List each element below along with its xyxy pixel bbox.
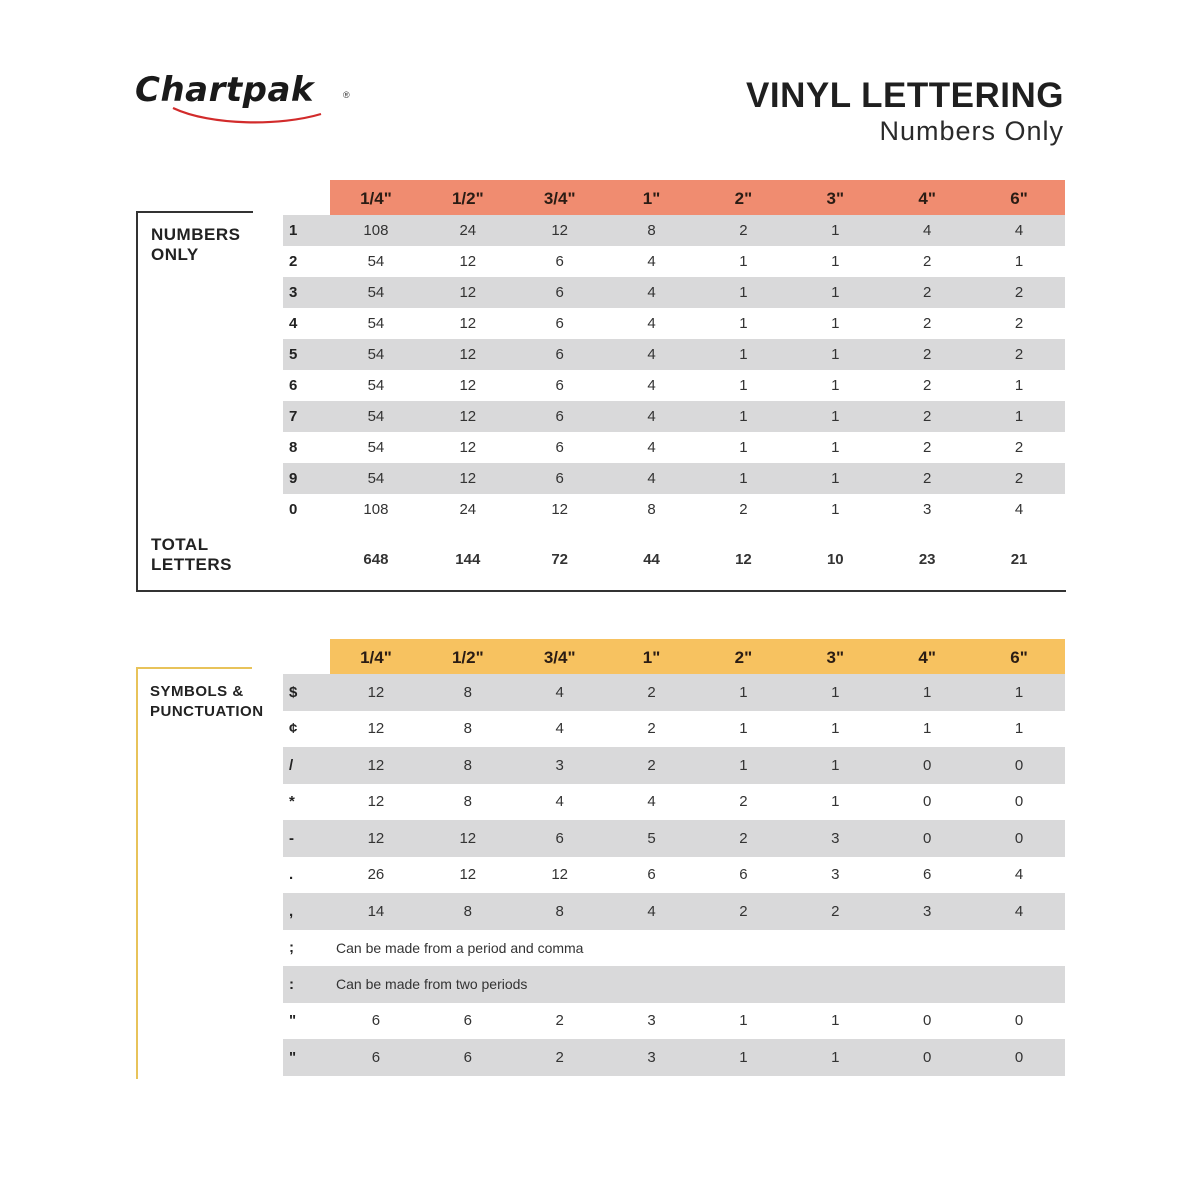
symbols-cell: 1 (1014, 720, 1024, 738)
numbers-cell: 1 (739, 470, 748, 487)
numbers-cell: 12 (551, 222, 569, 239)
symbols-cell: 1 (831, 756, 840, 774)
numbers-cell: 1 (739, 284, 748, 301)
symbols-cell: 12 (367, 683, 385, 701)
numbers-cell: 6 (555, 377, 564, 394)
symbols-cell: 3 (831, 829, 840, 847)
totals-cell: 10 (826, 551, 844, 568)
numbers-cell: 2 (1014, 470, 1024, 487)
numbers-cell: 2 (923, 346, 932, 363)
page-title: VINYL LETTERING (746, 76, 1064, 115)
numbers-cell: 1 (739, 346, 748, 363)
numbers-row (283, 246, 1065, 277)
symbols-size-7: 6" (1010, 648, 1028, 667)
numbers-cell: 24 (459, 222, 477, 239)
numbers-cell: 12 (459, 408, 477, 425)
numbers-cell: 2 (739, 501, 748, 518)
symbols-cell: 0 (1014, 1048, 1024, 1066)
numbers-cell: 12 (459, 284, 477, 301)
numbers-cell: 4 (647, 377, 656, 394)
symbols-row (283, 711, 1065, 748)
symbols-size-0: 1/4" (360, 648, 392, 667)
numbers-row (283, 339, 1065, 370)
symbols-cell: 12 (367, 756, 385, 774)
numbers-cell: 4 (923, 222, 932, 239)
numbers-cell: 6 (555, 284, 564, 301)
symbols-label-line2: PUNCTUATION (150, 703, 264, 720)
numbers-cell: 24 (459, 501, 477, 518)
numbers-cell: 12 (459, 346, 477, 363)
numbers-cell: 4 (647, 346, 656, 363)
numbers-cell: 1 (831, 253, 840, 270)
numbers-cell: 4 (647, 439, 656, 456)
numbers-cell: 2 (739, 222, 748, 239)
symbols-size-3: 1" (642, 648, 661, 667)
symbols-row (283, 1003, 1065, 1040)
numbers-cell: 1 (739, 408, 748, 425)
symbols-cell: 1 (831, 1012, 840, 1030)
symbols-row (283, 930, 1065, 967)
symbols-label-line1: SYMBOLS & (150, 683, 244, 700)
numbers-size-1: 1/2" (451, 189, 484, 208)
symbols-frame-left (136, 667, 138, 1079)
symbols-cell: 8 (463, 720, 472, 738)
symbols-cell: 2 (555, 1012, 564, 1030)
symbols-row-note: Can be made from a period and comma (336, 939, 584, 956)
symbols-cell: 3 (647, 1012, 656, 1030)
numbers-cell: 2 (923, 408, 932, 425)
symbols-cell: 2 (739, 829, 748, 847)
numbers-cell: 1 (739, 377, 748, 394)
numbers-cell: 54 (367, 470, 385, 487)
symbols-cell: 6 (463, 1012, 472, 1030)
symbols-row-label: : (289, 975, 294, 993)
numbers-frame-top (136, 211, 253, 213)
symbols-cell: 8 (463, 902, 472, 920)
symbols-row (283, 966, 1065, 1003)
numbers-frame-bottom (136, 590, 1066, 592)
numbers-cell: 54 (367, 315, 385, 332)
numbers-cell: 8 (647, 501, 656, 518)
numbers-label-line2: ONLY (151, 245, 199, 264)
numbers-cell: 8 (647, 222, 656, 239)
numbers-cell: 12 (459, 315, 477, 332)
symbols-cell: 6 (555, 829, 564, 847)
numbers-cell: 3 (923, 501, 932, 518)
symbols-cell: 1 (739, 1048, 748, 1066)
numbers-row (283, 370, 1065, 401)
symbols-row-label: $ (289, 683, 298, 701)
numbers-cell: 6 (555, 470, 564, 487)
numbers-row (283, 432, 1065, 463)
numbers-cell: 1 (831, 408, 840, 425)
symbols-cell: 6 (647, 866, 656, 884)
numbers-cell: 4 (647, 315, 656, 332)
symbols-row-label: " (289, 1048, 297, 1066)
numbers-size-header (330, 180, 1065, 215)
numbers-cell: 1 (1014, 377, 1024, 394)
numbers-row (283, 494, 1065, 525)
numbers-row (283, 308, 1065, 339)
numbers-cell: 4 (647, 408, 656, 425)
chartpak-logo (135, 68, 365, 128)
symbols-cell: 4 (647, 902, 656, 920)
symbols-row (283, 674, 1065, 711)
symbols-cell: 8 (463, 793, 472, 811)
numbers-cell: 1 (1014, 253, 1024, 270)
symbols-cell: 4 (1014, 866, 1024, 884)
symbols-cell: 3 (923, 902, 932, 920)
symbols-cell: 1 (1014, 683, 1024, 701)
symbols-cell: 0 (923, 829, 932, 847)
numbers-cell: 4 (647, 470, 656, 487)
symbols-row (283, 820, 1065, 857)
numbers-row-label: 3 (289, 284, 298, 301)
totals-cell: 72 (551, 551, 569, 568)
symbols-section-label (150, 682, 264, 722)
numbers-cell: 1 (739, 315, 748, 332)
numbers-cell: 108 (363, 501, 389, 518)
numbers-cell: 6 (555, 408, 564, 425)
totals-row (283, 551, 1065, 568)
numbers-cell: 1 (831, 222, 840, 239)
numbers-cell: 2 (923, 439, 932, 456)
symbols-cell: 4 (647, 793, 656, 811)
numbers-row-label: 0 (289, 501, 298, 518)
symbols-row-label: . (289, 866, 294, 884)
symbols-cell: 8 (463, 756, 472, 774)
symbols-row-note: Can be made from two periods (336, 976, 528, 993)
symbols-cell: 12 (459, 866, 477, 884)
numbers-cell: 4 (647, 253, 656, 270)
totals-cell: 21 (1010, 551, 1028, 568)
numbers-cell: 6 (555, 315, 564, 332)
numbers-row-label: 5 (289, 346, 298, 363)
symbols-row-label: , (289, 902, 294, 920)
symbols-frame-top (136, 667, 252, 669)
numbers-cell: 1 (831, 470, 840, 487)
symbols-cell: 6 (371, 1012, 381, 1030)
totals-label-line1: TOTAL (151, 535, 209, 554)
symbols-cell: 0 (1014, 1012, 1024, 1030)
numbers-cell: 1 (831, 284, 840, 301)
symbols-cell: 1 (831, 1048, 840, 1066)
symbols-cell: 1 (923, 720, 932, 738)
symbols-row (283, 784, 1065, 821)
numbers-cell: 1 (831, 346, 840, 363)
numbers-cell: 1 (831, 439, 840, 456)
symbols-cell: 0 (1014, 793, 1024, 811)
symbols-cell: 1 (831, 793, 840, 811)
numbers-row-label: 6 (289, 377, 298, 394)
numbers-cell: 2 (1014, 346, 1024, 363)
symbols-cell: 0 (923, 1048, 932, 1066)
symbols-cell: 6 (739, 866, 748, 884)
numbers-cell: 2 (1014, 284, 1024, 301)
numbers-cell: 1 (1014, 408, 1024, 425)
numbers-cell: 2 (923, 315, 932, 332)
totals-spacer (283, 551, 330, 568)
symbols-cell: 12 (367, 720, 385, 738)
numbers-row-label: 9 (289, 470, 298, 487)
numbers-cell: 6 (555, 346, 564, 363)
totals-cell: 23 (918, 551, 936, 568)
symbols-cell: 1 (831, 720, 840, 738)
numbers-section-label (151, 225, 240, 265)
numbers-cell: 2 (923, 377, 932, 394)
symbols-size-4: 2" (734, 648, 753, 667)
totals-cell: 12 (735, 551, 752, 568)
numbers-cell: 12 (459, 439, 477, 456)
symbols-cell: 2 (555, 1048, 564, 1066)
numbers-size-7: 6" (1010, 189, 1028, 208)
numbers-cell: 54 (367, 377, 385, 394)
symbols-cell: 1 (739, 683, 748, 701)
symbols-cell: 26 (367, 866, 385, 884)
symbols-cell: 1 (739, 1012, 748, 1030)
symbols-cell: 8 (555, 902, 564, 920)
symbols-cell: 4 (555, 793, 564, 811)
symbols-cell: 3 (555, 756, 564, 774)
symbols-cell: 6 (463, 1048, 472, 1066)
symbols-cell: 2 (831, 902, 840, 920)
numbers-cell: 4 (1014, 501, 1024, 518)
symbols-cell: 2 (647, 720, 656, 738)
numbers-size-0: 1/4" (360, 189, 392, 208)
symbols-cell: 6 (923, 866, 932, 884)
symbols-row (283, 1039, 1065, 1076)
logo-swoosh-icon (171, 104, 341, 126)
symbols-row-label: ; (289, 939, 294, 957)
symbols-size-2: 3/4" (543, 648, 576, 667)
symbols-cell: 0 (1014, 829, 1024, 847)
symbols-size-1: 1/2" (451, 648, 484, 667)
numbers-cell: 4 (1014, 222, 1024, 239)
numbers-cell: 54 (367, 253, 385, 270)
symbols-cell: 2 (647, 756, 656, 774)
numbers-frame-left (136, 211, 138, 592)
symbols-cell: 1 (739, 720, 748, 738)
symbols-cell: 3 (647, 1048, 656, 1066)
numbers-row-label: 4 (289, 315, 298, 332)
symbols-cell: 1 (831, 683, 840, 701)
numbers-cell: 54 (367, 408, 385, 425)
symbols-cell: 14 (367, 902, 385, 920)
numbers-cell: 1 (831, 501, 840, 518)
numbers-cell: 54 (367, 439, 385, 456)
numbers-cell: 54 (367, 346, 385, 363)
symbols-row (283, 747, 1065, 784)
numbers-row (283, 277, 1065, 308)
symbols-cell: 6 (371, 1048, 381, 1066)
symbols-row-label: / (289, 756, 294, 774)
symbols-cell: 5 (647, 829, 656, 847)
numbers-row (283, 463, 1065, 494)
totals-label-line2: LETTERS (151, 555, 232, 574)
symbols-row (283, 893, 1065, 930)
numbers-cell: 12 (551, 501, 569, 518)
numbers-cell: 1 (739, 253, 748, 270)
symbols-cell: 12 (367, 793, 385, 811)
logo-text: Chartpak (135, 70, 315, 110)
numbers-cell: 4 (647, 284, 656, 301)
symbols-cell: 2 (739, 793, 748, 811)
numbers-row-label: 1 (289, 222, 298, 239)
numbers-cell: 2 (1014, 439, 1024, 456)
numbers-cell: 1 (831, 315, 840, 332)
numbers-cell: 2 (923, 253, 932, 270)
symbols-row-label: * (289, 793, 295, 811)
numbers-cell: 6 (555, 439, 564, 456)
symbols-cell: 1 (739, 756, 748, 774)
symbols-size-header (330, 639, 1065, 674)
numbers-row-label: 8 (289, 439, 298, 456)
numbers-cell: 12 (459, 253, 477, 270)
symbols-cell: 4 (555, 720, 564, 738)
symbols-size-6: 4" (918, 648, 936, 667)
symbols-cell: 12 (551, 866, 569, 884)
symbols-row-label: " (289, 1012, 297, 1030)
numbers-size-4: 2" (734, 189, 753, 208)
symbols-cell: 1 (923, 683, 932, 701)
numbers-cell: 108 (363, 222, 389, 239)
numbers-cell: 12 (459, 470, 477, 487)
numbers-cell: 2 (923, 284, 932, 301)
numbers-size-6: 4" (918, 189, 936, 208)
numbers-cell: 6 (555, 253, 564, 270)
numbers-label-line1: NUMBERS (151, 225, 241, 244)
symbols-cell: 0 (1014, 756, 1024, 774)
numbers-size-3: 1" (642, 189, 661, 208)
totals-cell: 144 (455, 551, 481, 568)
totals-cell: 648 (363, 551, 389, 568)
registered-mark: ® (343, 90, 350, 100)
symbols-cell: 0 (923, 793, 932, 811)
symbols-cell: 12 (459, 829, 477, 847)
numbers-cell: 12 (459, 377, 477, 394)
symbols-cell: 4 (1014, 902, 1024, 920)
numbers-row-label: 2 (289, 253, 298, 270)
symbols-cell: 0 (923, 756, 932, 774)
numbers-cell: 1 (739, 439, 748, 456)
totals-label (151, 535, 232, 575)
symbols-cell: 12 (367, 829, 385, 847)
symbols-cell: 2 (647, 683, 656, 701)
symbols-row (283, 857, 1065, 894)
numbers-row (283, 401, 1065, 432)
numbers-row (283, 215, 1065, 246)
symbols-table (283, 674, 1065, 1076)
symbols-cell: 2 (739, 902, 748, 920)
numbers-cell: 1 (831, 377, 840, 394)
numbers-size-2: 3/4" (543, 189, 576, 208)
numbers-size-5: 3" (826, 189, 845, 208)
numbers-row-label: 7 (289, 408, 298, 425)
numbers-cell: 2 (1014, 315, 1024, 332)
numbers-cell: 54 (367, 284, 385, 301)
totals-cell: 44 (643, 551, 660, 568)
page-subtitle: Numbers Only (879, 116, 1064, 146)
numbers-table (283, 215, 1065, 525)
symbols-cell: 8 (463, 683, 472, 701)
symbols-cell: 4 (555, 683, 564, 701)
symbols-cell: 3 (831, 866, 840, 884)
symbols-row-label: ¢ (289, 720, 298, 738)
numbers-cell: 2 (923, 470, 932, 487)
symbols-cell: 0 (923, 1012, 932, 1030)
symbols-row-label: - (289, 829, 294, 847)
symbols-size-5: 3" (826, 648, 845, 667)
